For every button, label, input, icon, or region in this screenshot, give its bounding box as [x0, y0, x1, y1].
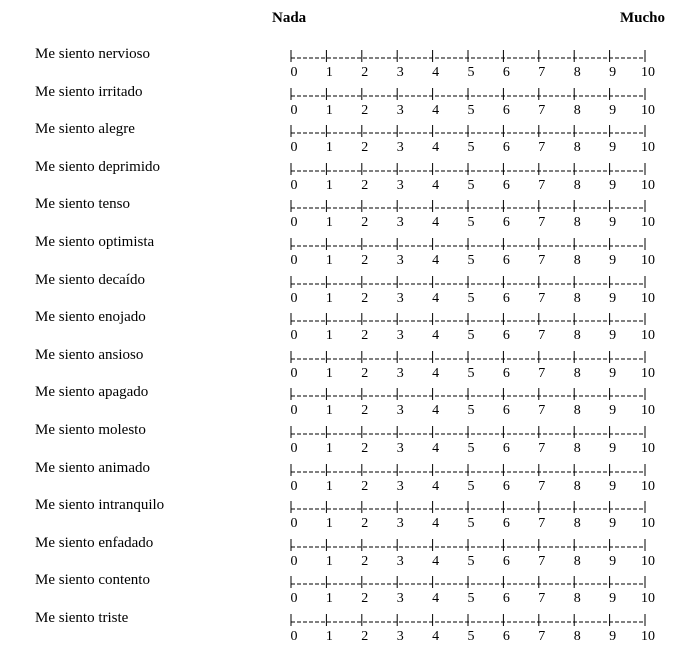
- item-label: Me siento animado: [35, 459, 150, 476]
- scale-number[interactable]: 3: [396, 140, 404, 156]
- scale-number[interactable]: 8: [573, 591, 581, 607]
- scale-number[interactable]: 0: [290, 328, 298, 344]
- item-label: Me siento enojado: [35, 309, 146, 326]
- scale-left-header: Nada: [272, 10, 307, 26]
- scale-number[interactable]: 5: [467, 478, 475, 494]
- scale-number[interactable]: 8: [573, 65, 581, 80]
- scale-number[interactable]: 10: [641, 478, 655, 494]
- scale-numbers: [290, 65, 655, 81]
- scale-number[interactable]: 10: [641, 591, 655, 607]
- scale-number[interactable]: 4: [432, 441, 440, 456]
- scale-numbers: [290, 591, 655, 607]
- scale-number[interactable]: 0: [290, 365, 298, 381]
- scale-number[interactable]: 7: [538, 553, 546, 569]
- scale-number[interactable]: 3: [396, 177, 404, 193]
- rating-scale-line[interactable]: [290, 161, 650, 177]
- rating-scale-line[interactable]: [290, 236, 650, 252]
- scale-numbers: [290, 215, 655, 231]
- scale-number[interactable]: 5: [467, 591, 475, 607]
- scale-number[interactable]: 2: [361, 102, 369, 118]
- scale-number[interactable]: 3: [396, 478, 404, 494]
- scale-number[interactable]: 7: [538, 629, 546, 644]
- scale-number[interactable]: 7: [538, 102, 546, 118]
- scale-number[interactable]: 5: [467, 516, 475, 532]
- scale-number[interactable]: 5: [467, 553, 475, 569]
- scale-number[interactable]: 7: [538, 328, 546, 344]
- scale-number[interactable]: 3: [396, 290, 404, 306]
- scale-number[interactable]: 7: [538, 253, 546, 268]
- scale-number[interactable]: 4: [432, 553, 440, 569]
- scale-number[interactable]: 10: [641, 253, 655, 268]
- scale-number[interactable]: 2: [361, 629, 369, 644]
- scale-number[interactable]: 8: [573, 441, 581, 456]
- item-label: Me siento nervioso: [35, 46, 150, 62]
- scale-number[interactable]: 3: [396, 215, 404, 231]
- scale-numbers: [290, 253, 655, 269]
- rating-scale-line[interactable]: [290, 612, 650, 628]
- scale-number[interactable]: 9: [609, 553, 617, 569]
- scale-number[interactable]: 2: [361, 65, 369, 80]
- scale-number[interactable]: 6: [502, 102, 510, 118]
- scale-number[interactable]: 1: [325, 102, 333, 118]
- scale-numbers: [290, 102, 655, 119]
- scale-number[interactable]: 7: [538, 177, 546, 193]
- scale-number[interactable]: 6: [502, 290, 510, 306]
- scale-number[interactable]: 5: [467, 365, 475, 381]
- scale-number[interactable]: 0: [290, 290, 298, 306]
- scale-number[interactable]: 5: [467, 328, 475, 344]
- scale-number[interactable]: 6: [502, 441, 510, 456]
- scale-number[interactable]: 10: [641, 516, 655, 532]
- scale-number[interactable]: 3: [396, 253, 404, 268]
- scale-number[interactable]: 0: [290, 65, 298, 80]
- rating-scale-line[interactable]: [290, 424, 650, 440]
- item-label: Me siento ansioso: [35, 346, 144, 363]
- scale-number[interactable]: 3: [396, 65, 404, 80]
- scale-number[interactable]: 5: [467, 441, 475, 456]
- scale-number[interactable]: 5: [467, 177, 475, 193]
- scale-number[interactable]: 4: [432, 65, 440, 80]
- rating-scale-line[interactable]: [290, 274, 650, 290]
- scale-number[interactable]: 7: [538, 403, 546, 419]
- scale-number[interactable]: 9: [609, 365, 617, 381]
- scale-number[interactable]: 9: [609, 177, 617, 193]
- scale-number[interactable]: 0: [290, 403, 298, 419]
- item-label: Me siento triste: [35, 610, 129, 626]
- rating-scale-line[interactable]: [290, 311, 650, 327]
- scale-number[interactable]: 6: [502, 553, 510, 569]
- scale-number[interactable]: 4: [432, 290, 440, 306]
- scale-number[interactable]: 1: [325, 516, 333, 532]
- scale-number[interactable]: 0: [290, 553, 298, 569]
- scale-number[interactable]: 9: [609, 478, 617, 494]
- scale-number[interactable]: 2: [361, 516, 369, 532]
- scale-number[interactable]: 9: [609, 629, 617, 644]
- item-label: Me siento deprimido: [35, 158, 160, 175]
- scale-number[interactable]: 6: [502, 177, 510, 193]
- scale-number[interactable]: 4: [432, 140, 440, 156]
- scale-number[interactable]: 6: [502, 629, 510, 644]
- scale-number[interactable]: 6: [502, 478, 510, 494]
- scale-number[interactable]: 9: [609, 65, 617, 80]
- rating-scale-line[interactable]: [290, 499, 650, 515]
- scale-number[interactable]: 8: [573, 365, 581, 381]
- scale-number[interactable]: 2: [361, 478, 369, 494]
- scale-number[interactable]: 1: [325, 328, 333, 344]
- scale-number[interactable]: 6: [502, 140, 510, 156]
- scale-numbers: [290, 403, 655, 419]
- scale-number[interactable]: 1: [325, 290, 333, 306]
- scale-number[interactable]: 8: [573, 140, 581, 156]
- scale-number[interactable]: 1: [325, 253, 333, 268]
- scale-number[interactable]: 2: [361, 253, 369, 268]
- scale-number[interactable]: 4: [432, 403, 440, 419]
- scale-number[interactable]: 7: [538, 441, 546, 456]
- scale-number[interactable]: 1: [325, 215, 333, 231]
- scale-number[interactable]: 8: [573, 516, 581, 532]
- item-label: Me siento contento: [35, 572, 150, 589]
- scale-number[interactable]: 4: [432, 102, 440, 118]
- scale-number[interactable]: 3: [396, 591, 404, 607]
- scale-number[interactable]: 7: [538, 215, 546, 231]
- scale-number[interactable]: 9: [609, 516, 617, 532]
- scale-number[interactable]: 9: [609, 140, 617, 156]
- scale-number[interactable]: 8: [573, 403, 581, 419]
- scale-number[interactable]: 8: [573, 215, 581, 231]
- rating-scale-line[interactable]: [290, 48, 650, 64]
- scale-number[interactable]: 5: [467, 65, 475, 80]
- scale-number[interactable]: 0: [290, 441, 298, 456]
- scale-number[interactable]: 1: [325, 591, 333, 607]
- scale-number[interactable]: 1: [325, 65, 333, 80]
- scale-number[interactable]: 6: [502, 591, 510, 607]
- scale-number[interactable]: 7: [538, 516, 546, 532]
- scale-numbers: [290, 365, 655, 382]
- scale-number[interactable]: 4: [432, 215, 440, 231]
- scale-number[interactable]: 10: [641, 365, 655, 381]
- rating-scale-line[interactable]: [290, 349, 650, 365]
- scale-number[interactable]: 3: [396, 553, 404, 569]
- scale-number[interactable]: 10: [641, 215, 655, 231]
- item-label: Me siento decaído: [35, 271, 145, 288]
- scale-number[interactable]: 9: [609, 253, 617, 268]
- scale-number[interactable]: 1: [325, 140, 333, 156]
- scale-number[interactable]: 1: [325, 177, 333, 193]
- scale-right-header: Mucho: [620, 10, 665, 26]
- item-label: Me siento alegre: [35, 121, 135, 138]
- scale-number[interactable]: 4: [432, 591, 440, 607]
- scale-number[interactable]: 6: [502, 215, 510, 231]
- scale-number[interactable]: 0: [290, 102, 298, 118]
- scale-number[interactable]: 2: [361, 140, 369, 156]
- scale-number[interactable]: 2: [361, 365, 369, 381]
- rating-scale-line[interactable]: [290, 574, 650, 590]
- scale-number[interactable]: 1: [325, 441, 333, 456]
- scale-number[interactable]: 4: [432, 253, 440, 268]
- rating-scale-line[interactable]: [290, 198, 650, 214]
- scale-numbers: [290, 177, 655, 194]
- scale-number[interactable]: 0: [290, 177, 298, 193]
- rating-scale-line[interactable]: [290, 462, 650, 478]
- scale-number[interactable]: 2: [361, 553, 369, 569]
- scale-numbers: [290, 629, 655, 645]
- scale-number[interactable]: 9: [609, 102, 617, 118]
- scale-number[interactable]: 0: [290, 253, 298, 268]
- scale-number[interactable]: 4: [432, 478, 440, 494]
- rating-scale-line[interactable]: [290, 386, 650, 402]
- scale-number[interactable]: 4: [432, 177, 440, 193]
- scale-number[interactable]: 8: [573, 290, 581, 306]
- scale-number[interactable]: 10: [641, 553, 655, 569]
- scale-number[interactable]: 1: [325, 478, 333, 494]
- scale-number[interactable]: 2: [361, 403, 369, 419]
- scale-numbers: [290, 290, 655, 307]
- item-label: Me siento molesto: [35, 422, 146, 438]
- scale-number[interactable]: 3: [396, 102, 404, 118]
- scale-number[interactable]: 10: [641, 441, 655, 456]
- scale-number[interactable]: 1: [325, 629, 333, 644]
- scale-number[interactable]: 3: [396, 629, 404, 644]
- scale-number[interactable]: 8: [573, 177, 581, 193]
- scale-number[interactable]: 9: [609, 215, 617, 231]
- rating-scale-line[interactable]: [290, 537, 650, 553]
- scale-numbers: [290, 516, 655, 532]
- scale-number[interactable]: 0: [290, 215, 298, 231]
- scale-number[interactable]: 9: [609, 591, 617, 607]
- scale-number[interactable]: 7: [538, 290, 546, 306]
- scale-number[interactable]: 3: [396, 365, 404, 381]
- scale-number[interactable]: 4: [432, 328, 440, 344]
- scale-number[interactable]: 8: [573, 253, 581, 268]
- scale-number[interactable]: 7: [538, 591, 546, 607]
- scale-number[interactable]: 0: [290, 478, 298, 494]
- scale-number[interactable]: 9: [609, 441, 617, 456]
- scale-numbers: [290, 553, 655, 570]
- scale-number[interactable]: 5: [467, 102, 475, 118]
- scale-number[interactable]: 1: [325, 553, 333, 569]
- scale-number[interactable]: 2: [361, 328, 369, 344]
- scale-number[interactable]: 9: [609, 328, 617, 344]
- scale-number[interactable]: 4: [432, 629, 440, 644]
- scale-number[interactable]: 8: [573, 478, 581, 494]
- scale-number[interactable]: 2: [361, 215, 369, 231]
- scale-number[interactable]: 3: [396, 328, 404, 344]
- scale-numbers: [290, 328, 655, 344]
- scale-number[interactable]: 0: [290, 140, 298, 156]
- item-label: Me siento enfadado: [35, 534, 154, 551]
- scale-number[interactable]: 9: [609, 403, 617, 419]
- scale-number[interactable]: 4: [432, 365, 440, 381]
- scale-number[interactable]: 10: [641, 290, 655, 306]
- scale-number[interactable]: 5: [467, 403, 475, 419]
- scale-numbers: [290, 441, 655, 457]
- scale-numbers: [290, 140, 655, 156]
- scale-number[interactable]: 6: [502, 65, 510, 80]
- item-label: Me siento apagado: [35, 384, 149, 401]
- scale-number[interactable]: 10: [641, 102, 655, 118]
- scale-number[interactable]: 5: [467, 629, 475, 644]
- scale-number[interactable]: 7: [538, 65, 546, 80]
- scale-number[interactable]: 4: [432, 516, 440, 532]
- rating-scale-line[interactable]: [290, 123, 650, 139]
- scale-number[interactable]: 10: [641, 65, 655, 80]
- scale-number[interactable]: 3: [396, 403, 404, 419]
- scale-number[interactable]: 10: [641, 140, 655, 156]
- item-label: Me siento intranquilo: [35, 497, 165, 514]
- scale-number[interactable]: 10: [641, 403, 655, 419]
- scale-number[interactable]: 8: [573, 102, 581, 118]
- scale-number[interactable]: 0: [290, 591, 298, 607]
- scale-number[interactable]: 6: [502, 253, 510, 268]
- item-label: Me siento tenso: [35, 196, 130, 213]
- scale-number[interactable]: 6: [502, 516, 510, 532]
- scale-number[interactable]: 5: [467, 290, 475, 306]
- scale-number[interactable]: 2: [361, 177, 369, 193]
- scale-number[interactable]: 7: [538, 140, 546, 156]
- scale-number[interactable]: 10: [641, 629, 655, 644]
- scale-number[interactable]: 1: [325, 403, 333, 419]
- scale-number[interactable]: 5: [467, 253, 475, 268]
- scale-number[interactable]: 7: [538, 365, 546, 381]
- scale-number[interactable]: 6: [502, 328, 510, 344]
- scale-number[interactable]: 0: [290, 629, 298, 644]
- scale-number[interactable]: 2: [361, 441, 369, 456]
- scale-number[interactable]: 5: [467, 140, 475, 156]
- scale-number[interactable]: 7: [538, 478, 546, 494]
- scale-number[interactable]: 2: [361, 290, 369, 306]
- scale-number[interactable]: 10: [641, 328, 655, 344]
- scale-number[interactable]: 1: [325, 365, 333, 381]
- scale-number[interactable]: 9: [609, 290, 617, 306]
- scale-numbers: [290, 478, 655, 495]
- scale-number[interactable]: 6: [502, 365, 510, 381]
- item-label: Me siento irritado: [35, 83, 143, 100]
- scale-number[interactable]: 8: [573, 553, 581, 569]
- rating-scale-line[interactable]: [290, 86, 650, 102]
- scale-number[interactable]: 3: [396, 441, 404, 456]
- scale-number[interactable]: 3: [396, 516, 404, 532]
- scale-number[interactable]: 10: [641, 177, 655, 193]
- scale-number[interactable]: 8: [573, 328, 581, 344]
- scale-number[interactable]: 2: [361, 591, 369, 607]
- scale-number[interactable]: 6: [502, 403, 510, 419]
- item-label: Me siento optimista: [35, 234, 155, 250]
- scale-number[interactable]: 5: [467, 215, 475, 231]
- scale-number[interactable]: 8: [573, 629, 581, 644]
- scale-number[interactable]: 0: [290, 516, 298, 532]
